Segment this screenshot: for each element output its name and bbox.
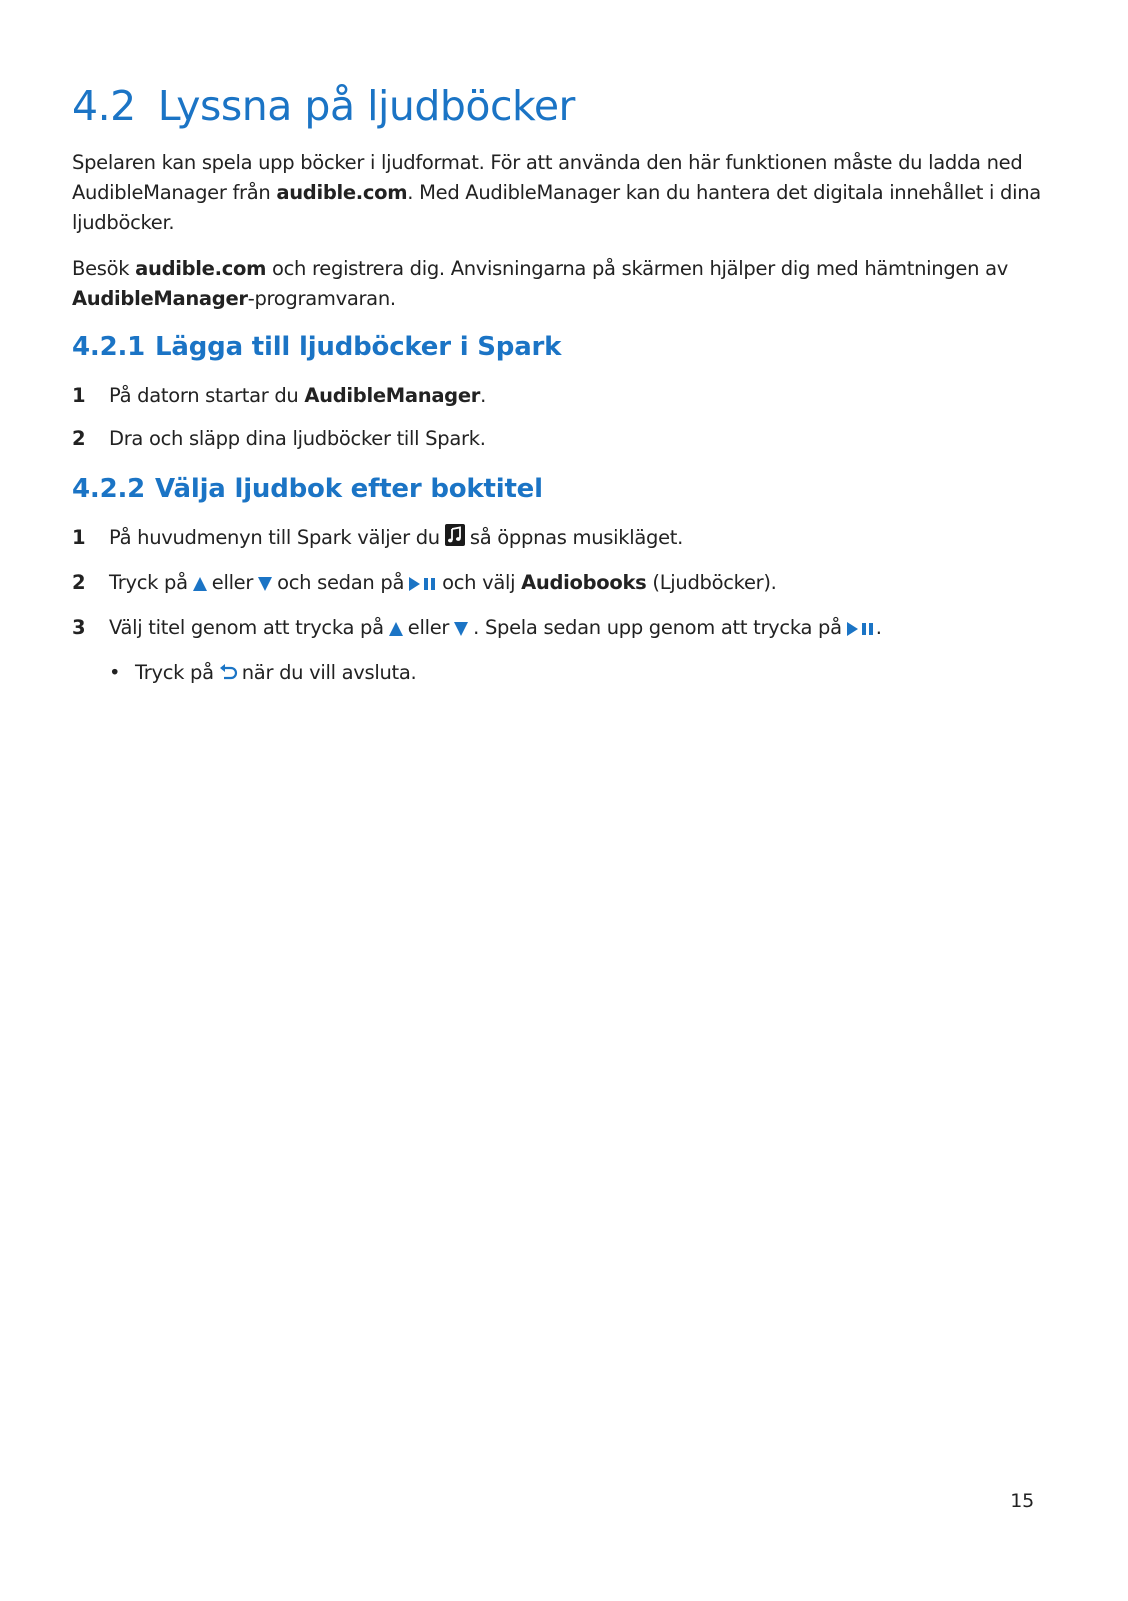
- down-arrow-icon: [453, 616, 469, 646]
- text: . Spela sedan upp genom att trycka på: [473, 616, 842, 639]
- text: På huvudmenyn till Spark väljer du: [109, 526, 440, 549]
- text: Tryck på: [135, 661, 214, 684]
- section-number: 4.2.1: [72, 332, 146, 362]
- down-arrow-icon: [257, 571, 273, 601]
- step-text: [109, 381, 486, 411]
- up-arrow-icon: [192, 571, 208, 601]
- section-number: 4.2.2: [72, 474, 146, 504]
- intro-text: -programvaran.: [247, 287, 396, 310]
- section-heading-4-2-1: [72, 332, 561, 362]
- page-title-number: 4.2: [72, 82, 136, 130]
- step-number: 3: [72, 616, 86, 639]
- section-heading-4-2-2: [72, 474, 543, 504]
- text: eller: [211, 571, 254, 594]
- intro-text: Spelaren kan spela upp böcker i ljudformat. För att använda den här funktionen måste du ladda ned AudibleManager från: [72, 151, 1023, 204]
- text: .: [875, 616, 882, 639]
- text: eller: [407, 616, 450, 639]
- back-icon: [218, 661, 238, 691]
- text: och sedan på: [277, 571, 405, 594]
- audible-link-text: audible.com: [135, 257, 267, 280]
- text: när du vill avsluta.: [241, 661, 417, 684]
- text: så öppnas musikläget.: [469, 526, 684, 549]
- step-text: Dra och släpp dina ljudböcker till Spark.: [109, 427, 486, 450]
- intro-paragraph-1: [72, 148, 1057, 238]
- step-text: [109, 613, 882, 646]
- audible-link-text: audible.com: [276, 181, 408, 204]
- music-note-icon: [444, 523, 466, 556]
- section-title: Välja ljudbok efter boktitel: [155, 474, 543, 504]
- intro-text: Besök: [72, 257, 136, 280]
- step-text: [109, 523, 683, 556]
- text: (Ljudböcker).: [652, 571, 777, 594]
- text: Välj titel genom att trycka på: [109, 616, 384, 639]
- audiblemanager-text: AudibleManager: [304, 384, 481, 407]
- audiblemanager-text: AudibleManager: [72, 287, 248, 310]
- play-pause-icon: [846, 616, 876, 646]
- step-number: 1: [72, 384, 86, 407]
- up-arrow-icon: [388, 616, 404, 646]
- text: På datorn startar du: [109, 384, 305, 407]
- step-number: 1: [72, 526, 86, 549]
- bullet-text: [135, 658, 416, 691]
- text: och välj: [442, 571, 516, 594]
- page-number: 15: [1010, 1490, 1034, 1512]
- play-pause-icon: [408, 571, 438, 601]
- intro-text: . Med AudibleManager kan du hantera det digitala innehållet i dina ljudböcker.: [72, 181, 1041, 234]
- page-title-text: Lyssna på ljudböcker: [157, 82, 575, 130]
- step-number: 2: [72, 571, 86, 594]
- intro-text: och registrera dig. Anvisningarna på skärmen hjälper dig med hämtningen av: [266, 257, 1008, 280]
- step-number: 2: [72, 427, 86, 450]
- text: Tryck på: [109, 571, 188, 594]
- section-title: Lägga till ljudböcker i Spark: [155, 332, 562, 362]
- intro-paragraph-2: [72, 254, 1057, 314]
- page-title: [72, 82, 575, 130]
- text: .: [480, 384, 486, 407]
- bullet-dot: •: [109, 661, 121, 684]
- audiobooks-text: Audiobooks: [521, 571, 647, 594]
- step-text: [109, 568, 777, 601]
